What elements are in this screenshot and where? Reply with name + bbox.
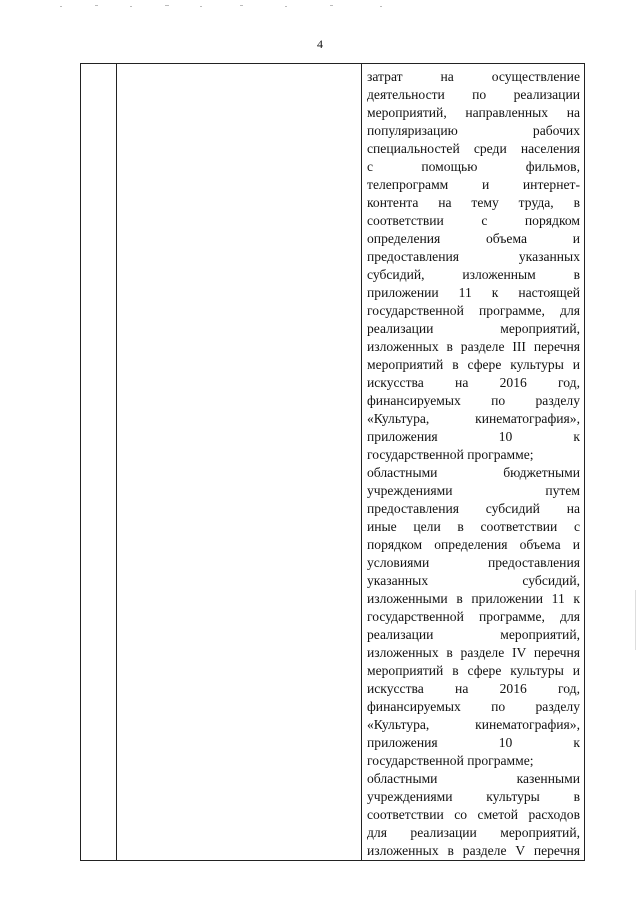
text-line: соответствии с порядком bbox=[367, 213, 580, 228]
text-line: реализации мероприятий, bbox=[367, 321, 580, 336]
text-line: мероприятий в сфере культуры и bbox=[367, 357, 580, 372]
text-line: популяризацию рабочих bbox=[367, 123, 580, 138]
text-line: телепрограмм и интернет- bbox=[367, 177, 580, 192]
text-line: контента на тему труда, в bbox=[367, 195, 580, 210]
text-line: затрат на осуществление bbox=[367, 69, 580, 84]
text-line: предоставления указанных bbox=[367, 249, 580, 264]
text-line: учреждениями путем bbox=[367, 483, 580, 498]
text-line: определения объема и bbox=[367, 231, 580, 246]
text-line: реализации мероприятий, bbox=[367, 627, 580, 642]
text-line: предоставления субсидий на bbox=[367, 501, 580, 516]
text-line: «Культура, кинематография», bbox=[367, 717, 580, 732]
table-cell-name bbox=[117, 64, 362, 861]
text-line: мероприятий, направленных на bbox=[367, 105, 580, 120]
text-line: государственной программе, для bbox=[367, 609, 580, 624]
text-line: искусства на 2016 год, bbox=[367, 375, 580, 390]
scan-artifact-right bbox=[635, 590, 637, 650]
document-table bbox=[80, 63, 585, 861]
text-line: специальностей среди населения bbox=[367, 141, 580, 156]
text-line: финансируемых по разделу bbox=[367, 699, 580, 714]
page-number: 4 bbox=[317, 37, 323, 51]
text-line: мероприятий в сфере культуры и bbox=[367, 663, 580, 678]
text-line: государственной программе; bbox=[367, 447, 534, 462]
text-line: приложения 10 к bbox=[367, 429, 580, 444]
text-line: приложении 11 к настоящей bbox=[367, 285, 580, 300]
text-line: изложенными в приложении 11 к bbox=[367, 591, 580, 606]
text-line: изложенных в разделе V перечня bbox=[367, 843, 580, 858]
scan-artifact-top bbox=[0, 0, 640, 12]
table-cell-text bbox=[362, 64, 585, 861]
text-line: областными бюджетными bbox=[367, 465, 580, 480]
text-line: с помощью фильмов, bbox=[367, 159, 580, 174]
text-line: деятельности по реализации bbox=[367, 87, 580, 102]
paragraph-lines bbox=[367, 68, 580, 860]
text-line: приложения 10 к bbox=[367, 735, 580, 750]
text-line: искусства на 2016 год, bbox=[367, 681, 580, 696]
table-row bbox=[81, 64, 585, 861]
text-line: государственной программе, для bbox=[367, 303, 580, 318]
text-line: указанных субсидий, bbox=[367, 573, 580, 588]
text-line: для реализации мероприятий, bbox=[367, 825, 580, 840]
text-line: финансируемых по разделу bbox=[367, 393, 580, 408]
text-line: субсидий, изложенным в bbox=[367, 267, 580, 282]
text-line: областными казенными bbox=[367, 771, 580, 786]
text-line: иные цели в соответствии с bbox=[367, 519, 580, 534]
text-line: порядком определения объема и bbox=[367, 537, 580, 552]
text-line: условиями предоставления bbox=[367, 555, 580, 570]
table-cell-index bbox=[81, 64, 117, 861]
text-line: соответствии со сметой расходов bbox=[367, 807, 580, 822]
text-line: учреждениями культуры в bbox=[367, 789, 580, 804]
text-line: изложенных в разделе IV перечня bbox=[367, 645, 580, 660]
text-line: государственной программе; bbox=[367, 753, 534, 768]
text-line: «Культура, кинематография», bbox=[367, 411, 580, 426]
text-line: изложенных в разделе III перечня bbox=[367, 339, 580, 354]
